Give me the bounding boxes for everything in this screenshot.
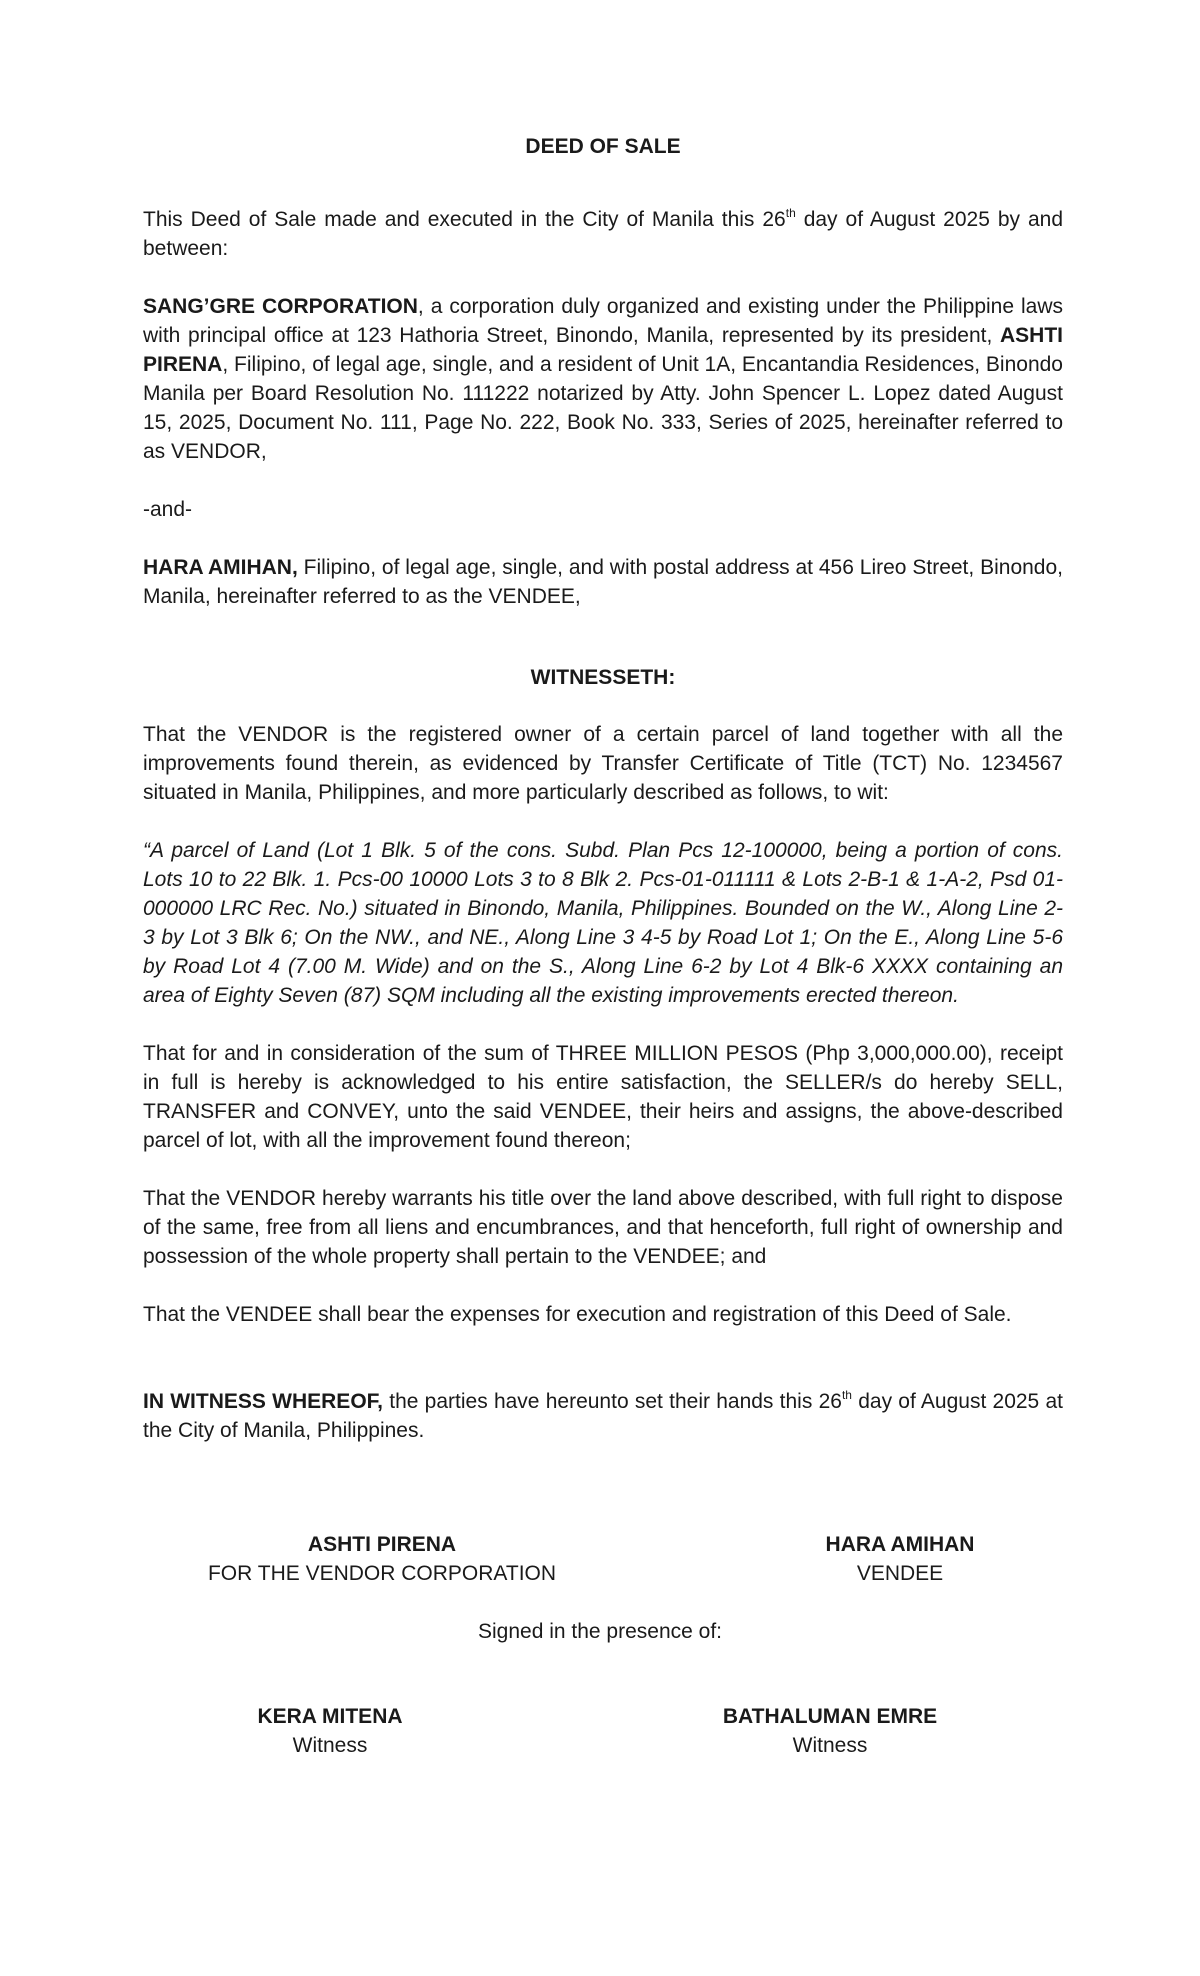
vendor-president: ASHTI PIRENA [143,324,1063,376]
witness-2-name: BATHALUMAN EMRE [722,1705,938,1728]
consideration-paragraph: That for and in consideration of the sum of THREE MILLION PESOS (Php 3,000,000.00), receipt in full is hereby is acknowledged to his entire satisfaction, the SELLER/s do hereby SELL, TRANSFER and CONVEY, unto the said VENDEE, their heirs and assigns, the above-described parcel of lot, with all the improvement found thereon; [143,1042,1063,1152]
vendee-signatory-role: VENDEE [856,1562,944,1585]
and-separator: -and- [143,498,193,521]
vendor-signatory-name: ASHTI PIRENA [307,1533,457,1556]
vendee-name: HARA AMIHAN, [143,556,298,579]
intro-paragraph: This Deed of Sale made and executed in the City of Manila this 26th day of August 2025 by and between: [143,206,1063,260]
document-body [143,132,1063,1445]
document-title: DEED OF SALE [525,135,681,158]
property-description: “A parcel of Land (Lot 1 Blk. 5 of the cons. Subd. Plan Pcs 12-100000, being a portion of cons. Lots 10 to 22 Blk. 1. Pcs-00 10000 Lots 3 to 8 Blk 2. Pcs-01-011111 & Lots 2-B-1 & 1-A-2, Psd 01-000000 LRC Rec. No.) situated in Binondo, Manila, Philippines. Bounded on the W., Along Line 2-3 by Lot 3 Blk 6; On the NW., and NE., Along Line 3 4-5 by Road Lot 1; On the E., Along Line 5-6 by Road Lot 4 (7.00 M. Wide) and on the S., Along Line 6-2 by Lot 4 Blk-6 XXXX containing an area of Eighty Seven (87) SQM including all the existing improvements erected thereon. [143,839,1063,1007]
witness-1-block [150,1702,510,1760]
vendor-signatory-role: FOR THE VENDOR CORPORATION [207,1562,557,1585]
owner-paragraph: That the VENDOR is the registered owner of a certain parcel of land together with all the improvements found therein, as evidenced by Transfer Certificate of Title (TCT) No. 1234567 situated in Manila, Philippines, and more particularly described as follows, to wit: [143,723,1063,804]
vendor-name: SANG’GRE CORPORATION [143,295,418,318]
witnesseth-heading: WITNESSETH: [530,666,676,689]
in-witness-paragraph: IN WITNESS WHEREOF, the parties have hereunto set their hands this 26th day of August 2025 at the City of Manila, Philippines. [143,1388,1063,1442]
presence-text: Signed in the presence of: [477,1620,722,1643]
vendee-signature-block [720,1530,1080,1588]
witness-1-name: KERA MITENA [257,1705,403,1728]
vendor-paragraph: SANG’GRE CORPORATION, a corporation duly organized and existing under the Philippine laws with principal office at 123 Hathoria Street, Binondo, Manila, represented by its president, ASHTI PIRENA, Filipino, of legal age, single, and a resident of Unit 1A, Encantandia Residences, Binondo Manila per Board Resolution No. 111222 notarized by Atty. John Spencer L. Lopez dated August 15, 2025, Document No. 111, Page No. 222, Book No. 333, Series of 2025, hereinafter referred to as VENDOR, [143,295,1063,463]
vendee-paragraph: HARA AMIHAN, Filipino, of legal age, single, and with postal address at 456 Lireo Street, Binondo, Manila, hereinafter referred to as the VENDEE, [143,556,1063,608]
witness-2-block [650,1702,1010,1760]
vendee-signatory-name: HARA AMIHAN [825,1533,975,1556]
witness-1-role: Witness [292,1734,368,1757]
expenses-paragraph: That the VENDEE shall bear the expenses for execution and registration of this Deed of Sale. [143,1303,1012,1326]
vendor-signature-block [182,1530,582,1588]
warranty-paragraph: That the VENDOR hereby warrants his title over the land above described, with full right to dispose of the same, free from all liens and encumbrances, and that henceforth, full right of ownership and possession of the whole property shall pertain to the VENDEE; and [143,1187,1063,1268]
witness-2-role: Witness [792,1734,868,1757]
